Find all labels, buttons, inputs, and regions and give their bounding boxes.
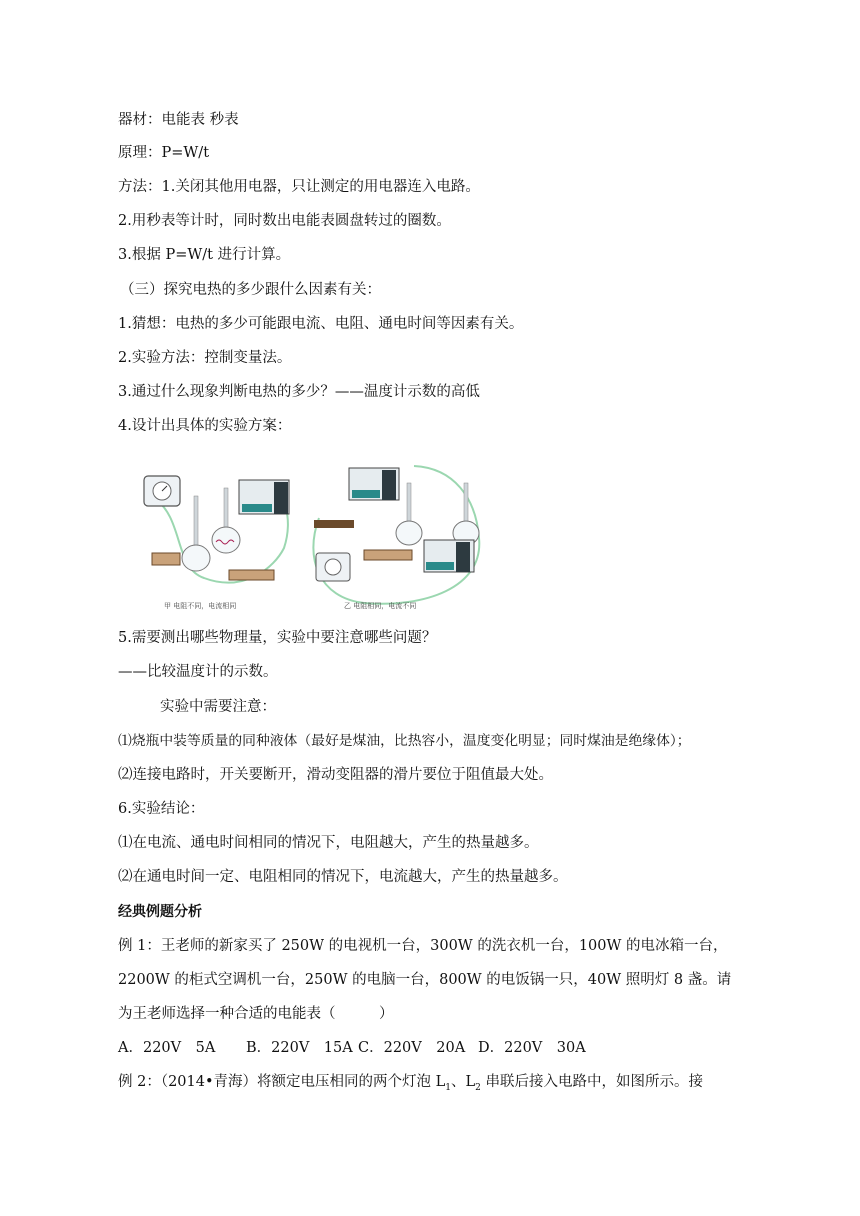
notice-item-1: ⑴烧瓶中装等质量的同种液体（最好是煤油，比热容小，温度变化明显；同时煤油是绝缘体）； [118,733,691,749]
example-1-options [118,1038,586,1058]
notice-item-2: ⑵连接电路时，开关要断开，滑动变阻器的滑片要位于阻值最大处。 [118,767,553,783]
notice-heading: 实验中需要注意： [160,699,276,715]
subscript-2: 2 [475,1082,481,1093]
example-2-line-1 [118,1072,703,1098]
method-line-2: 2.用秒表等计时，同时数出电能表圆盘转过的圈数。 [118,213,451,229]
example-2-text-b: 、L [451,1074,476,1090]
exp-method-line: 2.实验方法：控制变量法。 [118,350,292,366]
example-1-line-1: 例 1：王老师的新家买了 250W 的电视机一台，300W 的洗衣机一台，100W 的电冰箱一台， [118,938,728,954]
equipment-line: 器材：电能表 秒表 [118,112,239,128]
experiment-figure [134,458,494,618]
design-line: 4.设计出具体的实验方案： [118,418,292,434]
principle-line: 原理：P=W/t [118,145,210,161]
measure-question: 5.需要测出哪些物理量，实验中要注意哪些问题？ [118,630,437,646]
example-2-text-a: 例 2：（2014•青海）将额定电压相同的两个灯泡 L [118,1074,446,1090]
method-line-3: 3.根据 P=W/t 进行计算。 [118,247,291,263]
conclusion-item-1: ⑴在电流、通电时间相同的情况下，电阻越大，产生的热量越多。 [118,835,539,851]
conclusion-heading: 6.实验结论： [118,801,205,817]
classic-examples-heading: 经典例题分析 [118,904,202,920]
option-b: B．220V 15A [246,1040,353,1056]
measure-answer: ——比较温度计的示数。 [118,664,278,680]
conclusion-item-2: ⑵在通电时间一定、电阻相同的情况下，电流越大，产生的热量越多。 [118,869,568,885]
method-line-1: 方法：1.关闭其他用电器，只让测定的用电器连入电路。 [118,179,480,195]
example-1-line-2: 2200W 的柜式空调机一台，250W 的电脑一台，800W 的电饭锅一只，40W 照明灯 8 盏。请 [118,972,732,988]
option-a: A．220V 5A [118,1040,216,1056]
example-1-line-3: 为王老师选择一种合适的电能表（ ） [118,1006,394,1022]
subscript-1: 1 [445,1082,452,1093]
example-2-text-c: 串联后接入电路中，如图所示。接 [480,1074,703,1090]
figure-caption-right: 乙 电阻相同，电流不同 [344,602,417,610]
figure-caption-left: 甲 电阻不同，电流相同 [164,602,237,610]
section-heading: （三）探究电热的多少跟什么因素有关： [120,282,381,298]
option-d: D．220V 30A [478,1040,586,1056]
option-c: C．220V 20A [358,1040,466,1056]
phenomenon-line: 3.通过什么现象判断电热的多少？——温度计示数的高低 [118,384,480,400]
guess-line: 1.猜想：电热的多少可能跟电流、电阻、通电时间等因素有关。 [118,316,524,332]
